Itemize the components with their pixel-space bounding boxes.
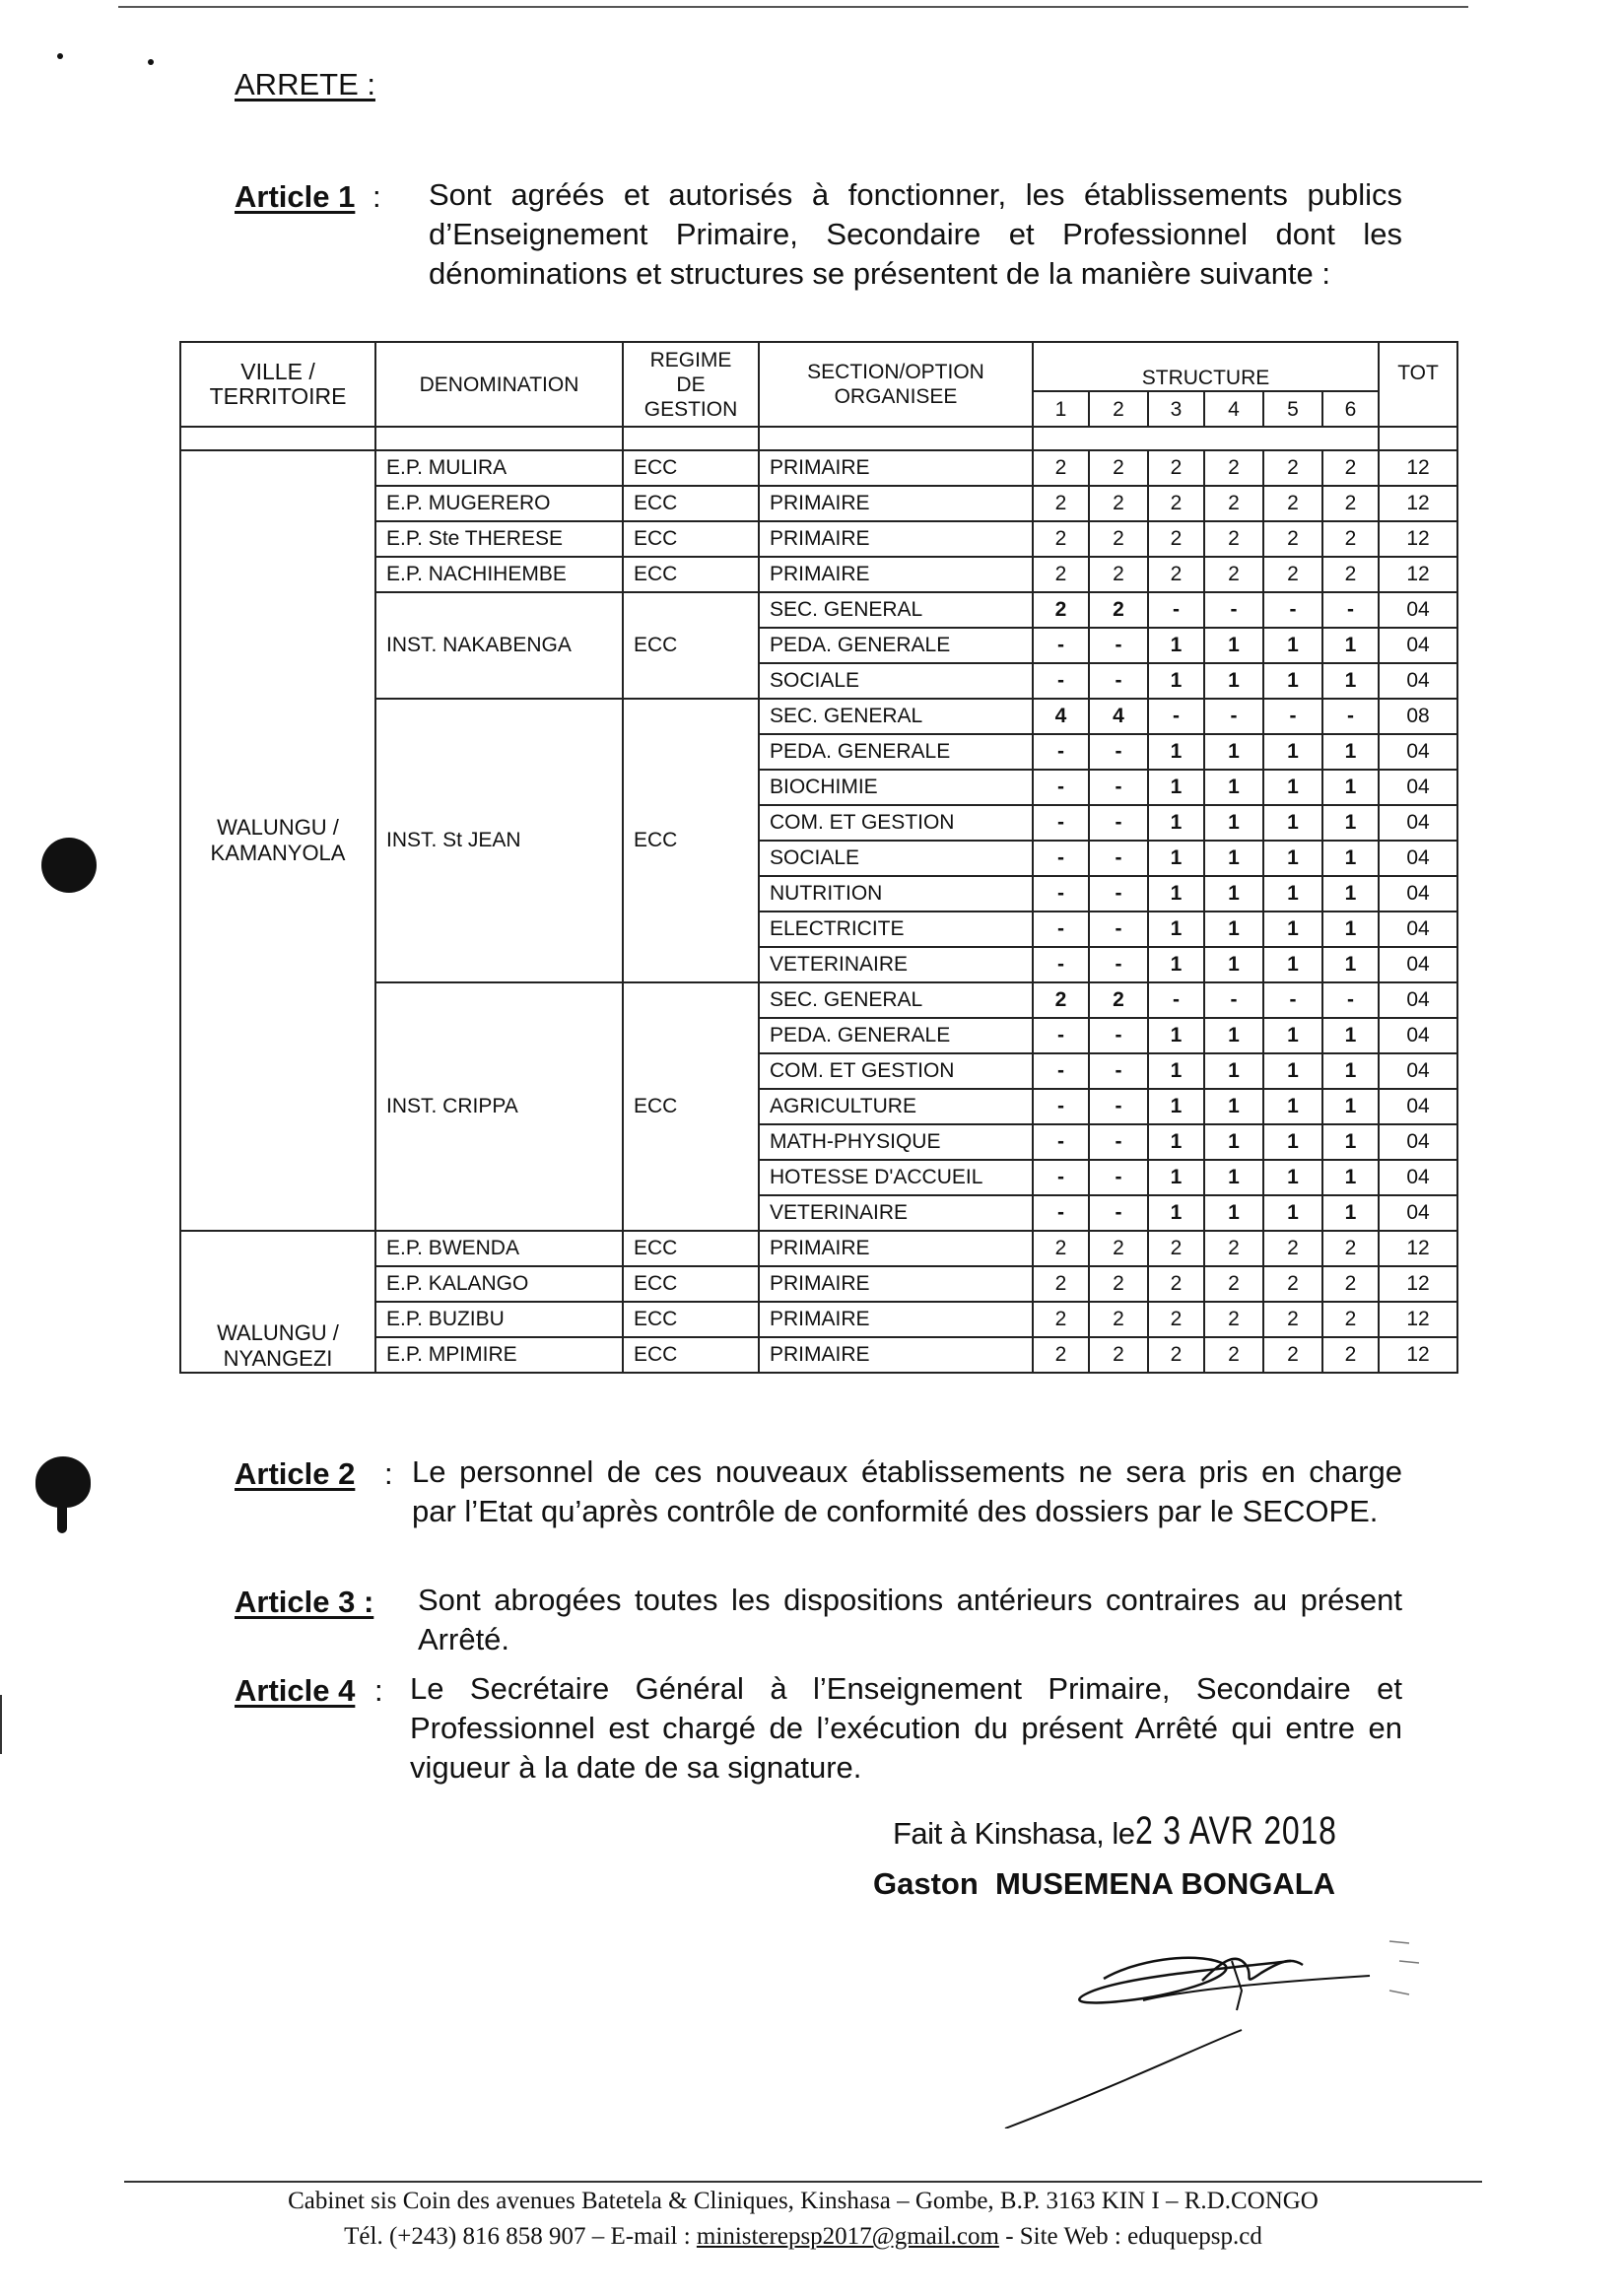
denomination-cell: E.P. NACHIHEMBE [375, 557, 623, 592]
structure-level-cell: 1 [1263, 628, 1322, 663]
article-label: Article 2 [235, 1456, 356, 1491]
structure-level-cell: - [1033, 947, 1089, 982]
section-cell: VETERINAIRE [759, 947, 1033, 982]
structure-level-cell: 2 [1204, 1231, 1263, 1266]
col-header-level: 2 [1089, 391, 1148, 427]
article-label: Article 1 [235, 179, 356, 214]
structure-level-cell: - [1322, 592, 1379, 628]
structure-level-cell: 1 [1322, 841, 1379, 876]
col-header-structure: STRUCTURE [1033, 342, 1379, 391]
total-cell: 04 [1379, 912, 1457, 947]
regime-cell: ECC [623, 1231, 759, 1266]
article-separator: : [374, 1673, 383, 1708]
structure-level-cell: - [1089, 1089, 1148, 1124]
structure-level-cell: 1 [1322, 663, 1379, 699]
col-header-level: 4 [1204, 391, 1263, 427]
structure-level-cell: 2 [1033, 521, 1089, 557]
regime-cell: ECC [623, 1266, 759, 1302]
total-cell: 04 [1379, 1124, 1457, 1160]
total-cell: 12 [1379, 450, 1457, 486]
section-cell: PRIMAIRE [759, 1266, 1033, 1302]
structure-level-cell: - [1089, 734, 1148, 770]
structure-level-cell: 1 [1263, 1053, 1322, 1089]
structure-level-cell: 2 [1148, 486, 1204, 521]
structure-level-cell: 1 [1263, 947, 1322, 982]
structure-level-cell: - [1089, 1053, 1148, 1089]
scan-speck [57, 53, 63, 59]
total-cell: 12 [1379, 557, 1457, 592]
structure-level-cell: 2 [1322, 486, 1379, 521]
structure-level-cell: - [1204, 982, 1263, 1018]
structure-level-cell: 1 [1322, 1018, 1379, 1053]
structure-level-cell: - [1263, 699, 1322, 734]
structure-level-cell: 2 [1263, 1337, 1322, 1373]
footer-rule [124, 2181, 1482, 2183]
section-cell: COM. ET GESTION [759, 805, 1033, 841]
structure-level-cell: 2 [1322, 450, 1379, 486]
structure-level-cell: 1 [1263, 770, 1322, 805]
structure-level-cell: - [1089, 770, 1148, 805]
structure-level-cell: 2 [1204, 557, 1263, 592]
structure-level-cell: 2 [1033, 1231, 1089, 1266]
structure-level-cell: 4 [1033, 699, 1089, 734]
col-header-level: 3 [1148, 391, 1204, 427]
structure-level-cell: 2 [1263, 521, 1322, 557]
total-cell: 12 [1379, 1337, 1457, 1373]
structure-level-cell: 2 [1148, 450, 1204, 486]
total-cell: 04 [1379, 1018, 1457, 1053]
date-stamp: 2 3 AVR 2018 [1134, 1809, 1337, 1853]
structure-level-cell: - [1033, 663, 1089, 699]
structure-level-cell: - [1148, 699, 1204, 734]
denomination-cell: E.P. MULIRA [375, 450, 623, 486]
punch-hole-tail [57, 1498, 67, 1533]
structure-level-cell: - [1089, 663, 1148, 699]
denomination-cell: INST. NAKABENGA [375, 592, 623, 699]
denomination-cell: E.P. Ste THERESE [375, 521, 623, 557]
structure-level-cell: 2 [1033, 1302, 1089, 1337]
regime-cell: ECC [623, 1302, 759, 1337]
structure-level-cell: 1 [1263, 876, 1322, 912]
structure-level-cell: 2 [1089, 1231, 1148, 1266]
denomination-cell: E.P. KALANGO [375, 1266, 623, 1302]
section-cell: PEDA. GENERALE [759, 628, 1033, 663]
section-cell: SOCIALE [759, 841, 1033, 876]
denomination-cell: INST. St JEAN [375, 699, 623, 982]
structure-level-cell: 1 [1204, 1053, 1263, 1089]
structure-level-cell: - [1204, 592, 1263, 628]
structure-level-cell: - [1033, 1089, 1089, 1124]
section-cell: PRIMAIRE [759, 521, 1033, 557]
structure-level-cell: 1 [1148, 1124, 1204, 1160]
structure-level-cell: 1 [1204, 841, 1263, 876]
ville-territoire-cell: WALUNGU / KAMANYOLA [180, 450, 375, 1231]
regime-cell: ECC [623, 450, 759, 486]
structure-level-cell: 1 [1204, 1018, 1263, 1053]
section-cell: PRIMAIRE [759, 1231, 1033, 1266]
structure-level-cell: - [1033, 1018, 1089, 1053]
structure-level-cell: 2 [1263, 557, 1322, 592]
structure-level-cell: 2 [1033, 486, 1089, 521]
structure-level-cell: 2 [1148, 1302, 1204, 1337]
section-cell: BIOCHIMIE [759, 770, 1033, 805]
structure-level-cell: 2 [1089, 1266, 1148, 1302]
structure-level-cell: - [1089, 1018, 1148, 1053]
structure-level-cell: 1 [1148, 947, 1204, 982]
structure-level-cell: 1 [1322, 1195, 1379, 1231]
total-cell: 04 [1379, 1089, 1457, 1124]
structure-level-cell: 2 [1322, 1337, 1379, 1373]
denomination-cell: E.P. BUZIBU [375, 1302, 623, 1337]
spacer-cell [180, 427, 375, 450]
structure-level-cell: - [1033, 1160, 1089, 1195]
structure-level-cell: 2 [1263, 1302, 1322, 1337]
structure-level-cell: 2 [1033, 982, 1089, 1018]
structure-level-cell: - [1089, 841, 1148, 876]
structure-level-cell: 2 [1033, 557, 1089, 592]
total-cell: 04 [1379, 841, 1457, 876]
footer-site[interactable]: eduquepsp.cd [1127, 2223, 1262, 2250]
regime-cell: ECC [623, 982, 759, 1231]
structure-level-cell: - [1263, 982, 1322, 1018]
regime-cell: ECC [623, 486, 759, 521]
table-row [180, 1231, 1457, 1266]
spacer-cell [375, 427, 623, 450]
structure-level-cell: 1 [1263, 805, 1322, 841]
structure-level-cell: 2 [1033, 592, 1089, 628]
structure-level-cell: - [1263, 592, 1322, 628]
structure-level-cell: - [1033, 628, 1089, 663]
col-header-level: 5 [1263, 391, 1322, 427]
structure-level-cell: 1 [1322, 1124, 1379, 1160]
structure-level-cell: 1 [1204, 1089, 1263, 1124]
structure-level-cell: 2 [1204, 1266, 1263, 1302]
structure-level-cell: 1 [1204, 628, 1263, 663]
structure-level-cell: 1 [1322, 1089, 1379, 1124]
structure-level-cell: 2 [1204, 1302, 1263, 1337]
structure-level-cell: - [1033, 1124, 1089, 1160]
structure-level-cell: - [1148, 982, 1204, 1018]
regime-cell: ECC [623, 1337, 759, 1373]
structure-level-cell: 2 [1263, 486, 1322, 521]
handwritten-signature [995, 1922, 1439, 2128]
structure-level-cell: - [1089, 1124, 1148, 1160]
spacer-cell [1033, 427, 1379, 450]
structure-level-cell: 2 [1204, 486, 1263, 521]
section-cell: MATH-PHYSIQUE [759, 1124, 1033, 1160]
structure-level-cell: - [1322, 982, 1379, 1018]
structure-level-cell: 1 [1322, 912, 1379, 947]
section-cell: PRIMAIRE [759, 1337, 1033, 1373]
structure-level-cell: 1 [1148, 1018, 1204, 1053]
structure-level-cell: 1 [1322, 947, 1379, 982]
structure-level-cell: - [1322, 699, 1379, 734]
section-cell: PRIMAIRE [759, 450, 1033, 486]
col-header-ville: VILLE / TERRITOIRE [180, 342, 375, 427]
structure-level-cell: 2 [1089, 521, 1148, 557]
section-cell: PEDA. GENERALE [759, 734, 1033, 770]
col-header-tot: TOT [1379, 342, 1457, 427]
structure-level-cell: 4 [1089, 699, 1148, 734]
denomination-cell: E.P. MPIMIRE [375, 1337, 623, 1373]
structure-level-cell: 1 [1204, 1124, 1263, 1160]
signatory-name: Gaston MUSEMENA BONGALA [873, 1866, 1336, 1901]
structure-level-cell: 2 [1204, 521, 1263, 557]
structure-level-cell: 1 [1204, 912, 1263, 947]
structure-level-cell: - [1204, 699, 1263, 734]
etablissements-table [179, 341, 1458, 1374]
structure-level-cell: 1 [1322, 770, 1379, 805]
structure-level-cell: 2 [1322, 1302, 1379, 1337]
total-cell: 04 [1379, 1053, 1457, 1089]
structure-level-cell: 1 [1148, 1195, 1204, 1231]
col-header-level: 1 [1033, 391, 1089, 427]
regime-cell: ECC [623, 592, 759, 699]
structure-level-cell: - [1089, 912, 1148, 947]
total-cell: 12 [1379, 521, 1457, 557]
structure-level-cell: - [1033, 876, 1089, 912]
structure-level-cell: 1 [1148, 841, 1204, 876]
structure-level-cell: 2 [1263, 450, 1322, 486]
structure-level-cell: 1 [1148, 1160, 1204, 1195]
section-cell: PRIMAIRE [759, 486, 1033, 521]
structure-level-cell: 2 [1263, 1231, 1322, 1266]
total-cell: 04 [1379, 592, 1457, 628]
structure-level-cell: 2 [1033, 1337, 1089, 1373]
structure-level-cell: 1 [1148, 1089, 1204, 1124]
structure-level-cell: 2 [1322, 521, 1379, 557]
structure-level-cell: 1 [1148, 912, 1204, 947]
article-separator: : [384, 1456, 393, 1491]
structure-level-cell: - [1033, 734, 1089, 770]
spacer-cell [759, 427, 1033, 450]
structure-level-cell: 1 [1148, 1053, 1204, 1089]
total-cell: 04 [1379, 805, 1457, 841]
structure-level-cell: - [1033, 1053, 1089, 1089]
structure-level-cell: - [1089, 876, 1148, 912]
structure-level-cell: 1 [1204, 734, 1263, 770]
structure-level-cell: 2 [1033, 450, 1089, 486]
section-cell: PRIMAIRE [759, 557, 1033, 592]
col-header-denomination: DENOMINATION [375, 342, 623, 427]
structure-level-cell: 2 [1089, 592, 1148, 628]
structure-level-cell: 1 [1204, 947, 1263, 982]
structure-level-cell: 2 [1148, 557, 1204, 592]
col-header-section: SECTION/OPTION ORGANISEE [759, 342, 1033, 427]
spacer-cell [1379, 427, 1457, 450]
section-cell: AGRICULTURE [759, 1089, 1033, 1124]
structure-level-cell: 2 [1089, 486, 1148, 521]
total-cell: 12 [1379, 1231, 1457, 1266]
structure-level-cell: 1 [1148, 734, 1204, 770]
structure-level-cell: 2 [1322, 557, 1379, 592]
structure-level-cell: 2 [1263, 1266, 1322, 1302]
structure-level-cell: 1 [1204, 805, 1263, 841]
article-text: Le Secrétaire Général à l’Enseignement Primaire, Secondaire et Professionnel est chargé de l’exécution du présent Arrêté qui entre en vigueur à la date de sa signature. [410, 1671, 1402, 1785]
article-separator: : [372, 179, 381, 214]
footer-contact [124, 2223, 1482, 2251]
regime-cell: ECC [623, 557, 759, 592]
regime-cell: ECC [623, 521, 759, 557]
structure-level-cell: 1 [1204, 1195, 1263, 1231]
col-header-level: 6 [1322, 391, 1379, 427]
structure-level-cell: 1 [1263, 663, 1322, 699]
section-cell: NUTRITION [759, 876, 1033, 912]
section-cell: PEDA. GENERALE [759, 1018, 1033, 1053]
structure-level-cell: 1 [1322, 628, 1379, 663]
structure-level-cell: 1 [1322, 1053, 1379, 1089]
structure-level-cell: 1 [1204, 770, 1263, 805]
section-cell: SEC. GENERAL [759, 982, 1033, 1018]
structure-level-cell: 1 [1322, 876, 1379, 912]
arrete-heading: ARRETE : [235, 67, 375, 101]
scan-speck [148, 59, 154, 65]
structure-level-cell: 2 [1148, 1337, 1204, 1373]
article-label: Article 3 : [235, 1585, 374, 1619]
spacer-cell [623, 427, 759, 450]
article-text: Sont abrogées toutes les dispositions antérieurs contraires au présent Arrêté. [418, 1583, 1402, 1656]
denomination-cell: INST. CRIPPA [375, 982, 623, 1231]
total-cell: 04 [1379, 876, 1457, 912]
structure-level-cell: 2 [1089, 982, 1148, 1018]
denomination-cell: E.P. BWENDA [375, 1231, 623, 1266]
structure-level-cell: 1 [1204, 1160, 1263, 1195]
structure-level-cell: - [1033, 770, 1089, 805]
section-cell: VETERINAIRE [759, 1195, 1033, 1231]
structure-level-cell: 1 [1263, 1124, 1322, 1160]
structure-level-cell: 1 [1263, 734, 1322, 770]
structure-level-cell: - [1089, 947, 1148, 982]
structure-level-cell: - [1089, 1195, 1148, 1231]
scan-top-line [118, 6, 1468, 8]
structure-level-cell: 1 [1148, 770, 1204, 805]
structure-level-cell: - [1033, 1195, 1089, 1231]
structure-level-cell: 1 [1148, 663, 1204, 699]
structure-level-cell: - [1033, 805, 1089, 841]
section-cell: HOTESSE D'ACCUEIL [759, 1160, 1033, 1195]
section-cell: ELECTRICITE [759, 912, 1033, 947]
structure-level-cell: 2 [1033, 1266, 1089, 1302]
scan-edge-line [0, 1695, 2, 1754]
structure-level-cell: 2 [1148, 521, 1204, 557]
structure-level-cell: - [1033, 912, 1089, 947]
structure-level-cell: 1 [1322, 734, 1379, 770]
structure-level-cell: - [1033, 841, 1089, 876]
structure-level-cell: - [1089, 1160, 1148, 1195]
structure-level-cell: 1 [1263, 1195, 1322, 1231]
structure-level-cell: 2 [1089, 450, 1148, 486]
section-cell: SEC. GENERAL [759, 592, 1033, 628]
total-cell: 04 [1379, 982, 1457, 1018]
structure-level-cell: 1 [1148, 805, 1204, 841]
total-cell: 04 [1379, 1160, 1457, 1195]
total-cell: 04 [1379, 947, 1457, 982]
section-cell: PRIMAIRE [759, 1302, 1033, 1337]
total-cell: 12 [1379, 1302, 1457, 1337]
article-text: Le personnel de ces nouveaux établissements ne sera pris en charge par l’Etat qu’après contrôle de conformité des dossiers par le SECOPE. [412, 1454, 1402, 1528]
footer-email-link[interactable]: ministerepsp2017@gmail.com [696, 2223, 999, 2250]
section-cell: SOCIALE [759, 663, 1033, 699]
ville-territoire-cell: WALUNGU / NYANGEZI [180, 1231, 375, 1373]
structure-level-cell: - [1148, 592, 1204, 628]
total-cell: 12 [1379, 1266, 1457, 1302]
structure-level-cell: 2 [1148, 1266, 1204, 1302]
structure-level-cell: 1 [1148, 876, 1204, 912]
structure-level-cell: 1 [1322, 1160, 1379, 1195]
total-cell: 12 [1379, 486, 1457, 521]
regime-cell: ECC [623, 699, 759, 982]
structure-level-cell: 1 [1263, 1160, 1322, 1195]
structure-level-cell: 1 [1263, 912, 1322, 947]
structure-level-cell: 1 [1322, 805, 1379, 841]
footer-address: Cabinet sis Coin des avenues Batetela & Cliniques, Kinshasa – Gombe, B.P. 3163 KIN I – R.D.CONGO [288, 2188, 1319, 2214]
structure-level-cell: 1 [1263, 1089, 1322, 1124]
section-cell: SEC. GENERAL [759, 699, 1033, 734]
structure-level-cell: 2 [1089, 1337, 1148, 1373]
footer-site-prefix: - Site Web : [998, 2223, 1128, 2250]
table-row [180, 450, 1457, 486]
col-header-regime: REGIME DE GESTION [623, 342, 759, 427]
denomination-cell: E.P. MUGERERO [375, 486, 623, 521]
footer-phone: Tél. (+243) 816 858 907 [344, 2223, 586, 2250]
total-cell: 04 [1379, 1195, 1457, 1231]
structure-level-cell: 1 [1204, 663, 1263, 699]
structure-level-cell: 1 [1263, 841, 1322, 876]
structure-level-cell: 2 [1204, 1337, 1263, 1373]
structure-level-cell: 1 [1204, 876, 1263, 912]
place-date [893, 1809, 1387, 1854]
structure-level-cell: 2 [1322, 1266, 1379, 1302]
total-cell: 04 [1379, 628, 1457, 663]
structure-level-cell: - [1089, 805, 1148, 841]
structure-level-cell: 2 [1322, 1231, 1379, 1266]
structure-level-cell: 2 [1089, 557, 1148, 592]
structure-level-cell: 1 [1263, 1018, 1322, 1053]
structure-level-cell: 2 [1204, 450, 1263, 486]
total-cell: 04 [1379, 734, 1457, 770]
structure-level-cell: 1 [1148, 628, 1204, 663]
structure-level-cell: - [1089, 628, 1148, 663]
section-cell: COM. ET GESTION [759, 1053, 1033, 1089]
article-text: Sont agréés et autorisés à fonctionner, les établissements publics d’Enseignement Primaire, Secondaire et Professionnel dont les dénominations et structures se présentent de la manière suivante : [429, 177, 1402, 291]
total-cell: 08 [1379, 699, 1457, 734]
punch-hole-mark [41, 838, 97, 893]
total-cell: 04 [1379, 770, 1457, 805]
total-cell: 04 [1379, 663, 1457, 699]
structure-level-cell: 2 [1089, 1302, 1148, 1337]
article-label: Article 4 [235, 1673, 356, 1708]
structure-level-cell: 2 [1148, 1231, 1204, 1266]
place-date-prefix: Fait à Kinshasa, le [893, 1816, 1135, 1851]
footer-email-prefix: – E-mail : [585, 2223, 697, 2250]
